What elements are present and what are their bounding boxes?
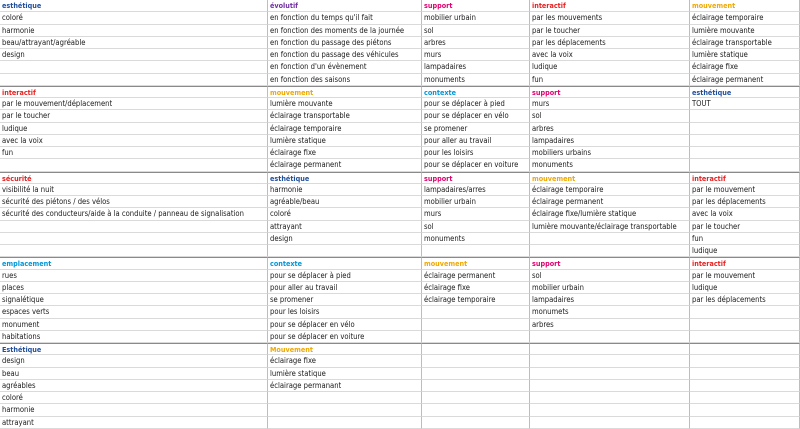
category-header-cell[interactable]: support bbox=[530, 257, 690, 269]
item-cell[interactable] bbox=[690, 417, 800, 429]
item-cell[interactable]: avec la voix bbox=[0, 135, 268, 147]
item-cell[interactable] bbox=[422, 380, 530, 392]
item-cell[interactable]: lumière mouvante bbox=[690, 25, 800, 37]
item-cell[interactable]: sécurité des piétons / des vélos bbox=[0, 196, 268, 208]
item-cell[interactable]: pour se déplacer en vélo bbox=[268, 319, 422, 331]
item-cell[interactable]: places bbox=[0, 282, 268, 294]
category-header-cell[interactable]: esthétique bbox=[690, 86, 800, 98]
item-cell[interactable]: par les mouvements bbox=[530, 12, 690, 24]
item-cell[interactable]: mobilier urbain bbox=[422, 196, 530, 208]
item-cell[interactable] bbox=[422, 355, 530, 367]
item-cell[interactable]: lumière statique bbox=[268, 135, 422, 147]
item-cell[interactable]: TOUT bbox=[690, 98, 800, 110]
item-cell[interactable] bbox=[422, 392, 530, 404]
item-cell[interactable]: par les déplacements bbox=[530, 37, 690, 49]
category-header-cell[interactable] bbox=[530, 343, 690, 355]
item-cell[interactable]: pour aller au travail bbox=[422, 135, 530, 147]
item-cell[interactable]: coloré bbox=[0, 12, 268, 24]
item-cell[interactable] bbox=[690, 135, 800, 147]
item-cell[interactable]: éclairage fixe bbox=[268, 355, 422, 367]
item-cell[interactable]: par le toucher bbox=[530, 25, 690, 37]
item-cell[interactable]: en fonction du passage des véhicules bbox=[268, 49, 422, 61]
item-cell[interactable]: mobilier urbain bbox=[530, 282, 690, 294]
item-cell[interactable]: arbres bbox=[530, 319, 690, 331]
category-header-cell[interactable]: support bbox=[422, 0, 530, 12]
item-cell[interactable]: en fonction du temps qu'il fait bbox=[268, 12, 422, 24]
item-cell[interactable] bbox=[422, 306, 530, 318]
item-cell[interactable]: ludique bbox=[0, 123, 268, 135]
item-cell[interactable]: habitations bbox=[0, 331, 268, 343]
item-cell[interactable]: éclairage temporaire bbox=[530, 184, 690, 196]
item-cell[interactable] bbox=[530, 380, 690, 392]
item-cell[interactable] bbox=[530, 368, 690, 380]
item-cell[interactable]: en fonction des saisons bbox=[268, 74, 422, 86]
category-header-cell[interactable] bbox=[690, 343, 800, 355]
item-cell[interactable]: se promener bbox=[268, 294, 422, 306]
item-cell[interactable]: avec la voix bbox=[690, 208, 800, 220]
item-cell[interactable]: lampadaires bbox=[530, 135, 690, 147]
item-cell[interactable] bbox=[422, 368, 530, 380]
item-cell[interactable] bbox=[690, 380, 800, 392]
category-header-cell[interactable]: contexte bbox=[268, 257, 422, 269]
item-cell[interactable]: sol bbox=[422, 221, 530, 233]
item-cell[interactable] bbox=[690, 331, 800, 343]
item-cell[interactable]: éclairage transportable bbox=[690, 37, 800, 49]
category-header-cell[interactable]: interactif bbox=[530, 0, 690, 12]
category-header-cell[interactable]: sécurité bbox=[0, 172, 268, 184]
item-cell[interactable] bbox=[422, 417, 530, 429]
item-cell[interactable]: lampadaires bbox=[422, 61, 530, 73]
category-header-cell[interactable]: contexte bbox=[422, 86, 530, 98]
category-header-cell[interactable]: évolutif bbox=[268, 0, 422, 12]
item-cell[interactable] bbox=[530, 417, 690, 429]
item-cell[interactable] bbox=[530, 245, 690, 257]
category-header-cell[interactable]: esthétique bbox=[268, 172, 422, 184]
item-cell[interactable] bbox=[690, 404, 800, 416]
item-cell[interactable]: par les déplacements bbox=[690, 196, 800, 208]
item-cell[interactable]: éclairage permanent bbox=[268, 159, 422, 171]
item-cell[interactable]: éclairage fixe bbox=[268, 147, 422, 159]
item-cell[interactable] bbox=[422, 245, 530, 257]
item-cell[interactable] bbox=[422, 319, 530, 331]
item-cell[interactable]: attrayant bbox=[0, 417, 268, 429]
item-cell[interactable]: pour aller au travail bbox=[268, 282, 422, 294]
item-cell[interactable] bbox=[530, 404, 690, 416]
item-cell[interactable]: mobilier urbain bbox=[422, 12, 530, 24]
item-cell[interactable]: ludique bbox=[690, 282, 800, 294]
item-cell[interactable] bbox=[0, 74, 268, 86]
item-cell[interactable]: agréables bbox=[0, 380, 268, 392]
item-cell[interactable]: sécurité des conducteurs/aide à la conduite / panneau de signalisation bbox=[0, 208, 268, 220]
category-header-cell[interactable]: mouvement bbox=[690, 0, 800, 12]
item-cell[interactable]: par les déplacements bbox=[690, 294, 800, 306]
item-cell[interactable]: lumière mouvante bbox=[268, 98, 422, 110]
item-cell[interactable]: éclairage fixe bbox=[690, 61, 800, 73]
category-header-cell[interactable]: support bbox=[422, 172, 530, 184]
item-cell[interactable] bbox=[690, 355, 800, 367]
item-cell[interactable] bbox=[422, 404, 530, 416]
item-cell[interactable]: murs bbox=[530, 98, 690, 110]
item-cell[interactable]: ludique bbox=[690, 245, 800, 257]
item-cell[interactable]: en fonction du passage des piétons bbox=[268, 37, 422, 49]
item-cell[interactable]: éclairage permanent bbox=[422, 270, 530, 282]
item-cell[interactable]: par le mouvement/déplacement bbox=[0, 98, 268, 110]
item-cell[interactable]: éclairage fixe bbox=[422, 282, 530, 294]
item-cell[interactable]: espaces verts bbox=[0, 306, 268, 318]
item-cell[interactable] bbox=[422, 331, 530, 343]
item-cell[interactable] bbox=[530, 392, 690, 404]
item-cell[interactable]: pour se déplacer en voiture bbox=[422, 159, 530, 171]
item-cell[interactable] bbox=[530, 355, 690, 367]
category-header-cell[interactable]: interactif bbox=[690, 172, 800, 184]
item-cell[interactable]: beau/attrayant/agréable bbox=[0, 37, 268, 49]
item-cell[interactable] bbox=[0, 159, 268, 171]
item-cell[interactable] bbox=[690, 392, 800, 404]
category-header-cell[interactable]: emplacement bbox=[0, 257, 268, 269]
category-header-cell[interactable]: mouvement bbox=[268, 86, 422, 98]
category-header-cell[interactable]: esthétique bbox=[0, 0, 268, 12]
category-header-cell[interactable] bbox=[422, 343, 530, 355]
item-cell[interactable]: harmonie bbox=[268, 184, 422, 196]
item-cell[interactable]: éclairage transportable bbox=[268, 110, 422, 122]
item-cell[interactable]: signalétique bbox=[0, 294, 268, 306]
item-cell[interactable]: éclairage temporaire bbox=[268, 123, 422, 135]
item-cell[interactable] bbox=[0, 233, 268, 245]
item-cell[interactable]: beau bbox=[0, 368, 268, 380]
item-cell[interactable]: ludique bbox=[530, 61, 690, 73]
item-cell[interactable]: coloré bbox=[268, 208, 422, 220]
item-cell[interactable]: attrayant bbox=[268, 221, 422, 233]
item-cell[interactable] bbox=[268, 404, 422, 416]
item-cell[interactable]: visibilité la nuit bbox=[0, 184, 268, 196]
item-cell[interactable]: design bbox=[0, 355, 268, 367]
item-cell[interactable]: par le mouvement bbox=[690, 184, 800, 196]
item-cell[interactable]: rues bbox=[0, 270, 268, 282]
item-cell[interactable] bbox=[690, 368, 800, 380]
item-cell[interactable] bbox=[690, 159, 800, 171]
category-header-cell[interactable]: support bbox=[530, 86, 690, 98]
item-cell[interactable]: éclairage temporaire bbox=[422, 294, 530, 306]
item-cell[interactable]: harmonie bbox=[0, 404, 268, 416]
item-cell[interactable] bbox=[0, 221, 268, 233]
item-cell[interactable]: arbres bbox=[422, 37, 530, 49]
item-cell[interactable]: en fonction des moments de la journée bbox=[268, 25, 422, 37]
item-cell[interactable]: monumets bbox=[530, 306, 690, 318]
item-cell[interactable]: pour se déplacer à pied bbox=[268, 270, 422, 282]
item-cell[interactable]: murs bbox=[422, 49, 530, 61]
item-cell[interactable]: par le mouvement bbox=[690, 270, 800, 282]
category-header-cell[interactable]: Esthétique bbox=[0, 343, 268, 355]
item-cell[interactable] bbox=[268, 245, 422, 257]
item-cell[interactable]: monuments bbox=[530, 159, 690, 171]
item-cell[interactable]: éclairage permanant bbox=[268, 380, 422, 392]
item-cell[interactable]: monuments bbox=[422, 74, 530, 86]
item-cell[interactable]: pour se déplacer en voiture bbox=[268, 331, 422, 343]
item-cell[interactable] bbox=[690, 123, 800, 135]
item-cell[interactable] bbox=[530, 233, 690, 245]
item-cell[interactable]: lumière statique bbox=[690, 49, 800, 61]
category-header-cell[interactable]: interactif bbox=[690, 257, 800, 269]
item-cell[interactable] bbox=[268, 417, 422, 429]
item-cell[interactable]: éclairage permanent bbox=[690, 74, 800, 86]
category-header-cell[interactable]: mouvement bbox=[530, 172, 690, 184]
item-cell[interactable]: lumière mouvante/éclairage transportable bbox=[530, 221, 690, 233]
category-header-cell[interactable]: mouvement bbox=[422, 257, 530, 269]
item-cell[interactable]: monuments bbox=[422, 233, 530, 245]
item-cell[interactable]: par le toucher bbox=[0, 110, 268, 122]
item-cell[interactable] bbox=[530, 331, 690, 343]
item-cell[interactable]: éclairage fixe/lumière statique bbox=[530, 208, 690, 220]
item-cell[interactable]: en fonction d'un évènement bbox=[268, 61, 422, 73]
item-cell[interactable]: sol bbox=[530, 110, 690, 122]
item-cell[interactable]: fun bbox=[0, 147, 268, 159]
item-cell[interactable]: lampadaires bbox=[530, 294, 690, 306]
item-cell[interactable]: par le toucher bbox=[690, 221, 800, 233]
item-cell[interactable]: pour les loisirs bbox=[268, 306, 422, 318]
item-cell[interactable]: harmonie bbox=[0, 25, 268, 37]
category-header-cell[interactable]: interactif bbox=[0, 86, 268, 98]
item-cell[interactable]: lumière statique bbox=[268, 368, 422, 380]
item-cell[interactable] bbox=[690, 147, 800, 159]
item-cell[interactable]: pour se déplacer en vélo bbox=[422, 110, 530, 122]
item-cell[interactable]: sol bbox=[422, 25, 530, 37]
item-cell[interactable]: éclairage temporaire bbox=[690, 12, 800, 24]
item-cell[interactable]: pour les loisirs bbox=[422, 147, 530, 159]
item-cell[interactable]: murs bbox=[422, 208, 530, 220]
item-cell[interactable]: monument bbox=[0, 319, 268, 331]
item-cell[interactable] bbox=[0, 245, 268, 257]
item-cell[interactable]: pour se déplacer à pied bbox=[422, 98, 530, 110]
item-cell[interactable]: agréable/beau bbox=[268, 196, 422, 208]
item-cell[interactable]: coloré bbox=[0, 392, 268, 404]
item-cell[interactable] bbox=[690, 306, 800, 318]
item-cell[interactable]: design bbox=[268, 233, 422, 245]
category-header-cell[interactable]: Mouvement bbox=[268, 343, 422, 355]
item-cell[interactable]: avec la voix bbox=[530, 49, 690, 61]
item-cell[interactable] bbox=[268, 392, 422, 404]
item-cell[interactable] bbox=[0, 61, 268, 73]
item-cell[interactable]: éclairage permanent bbox=[530, 196, 690, 208]
item-cell[interactable] bbox=[690, 319, 800, 331]
item-cell[interactable]: design bbox=[0, 49, 268, 61]
item-cell[interactable]: fun bbox=[530, 74, 690, 86]
item-cell[interactable]: fun bbox=[690, 233, 800, 245]
item-cell[interactable]: se promener bbox=[422, 123, 530, 135]
item-cell[interactable] bbox=[690, 110, 800, 122]
item-cell[interactable]: lampadaires/arres bbox=[422, 184, 530, 196]
item-cell[interactable]: sol bbox=[530, 270, 690, 282]
item-cell[interactable]: arbres bbox=[530, 123, 690, 135]
item-cell[interactable]: mobiliers urbains bbox=[530, 147, 690, 159]
